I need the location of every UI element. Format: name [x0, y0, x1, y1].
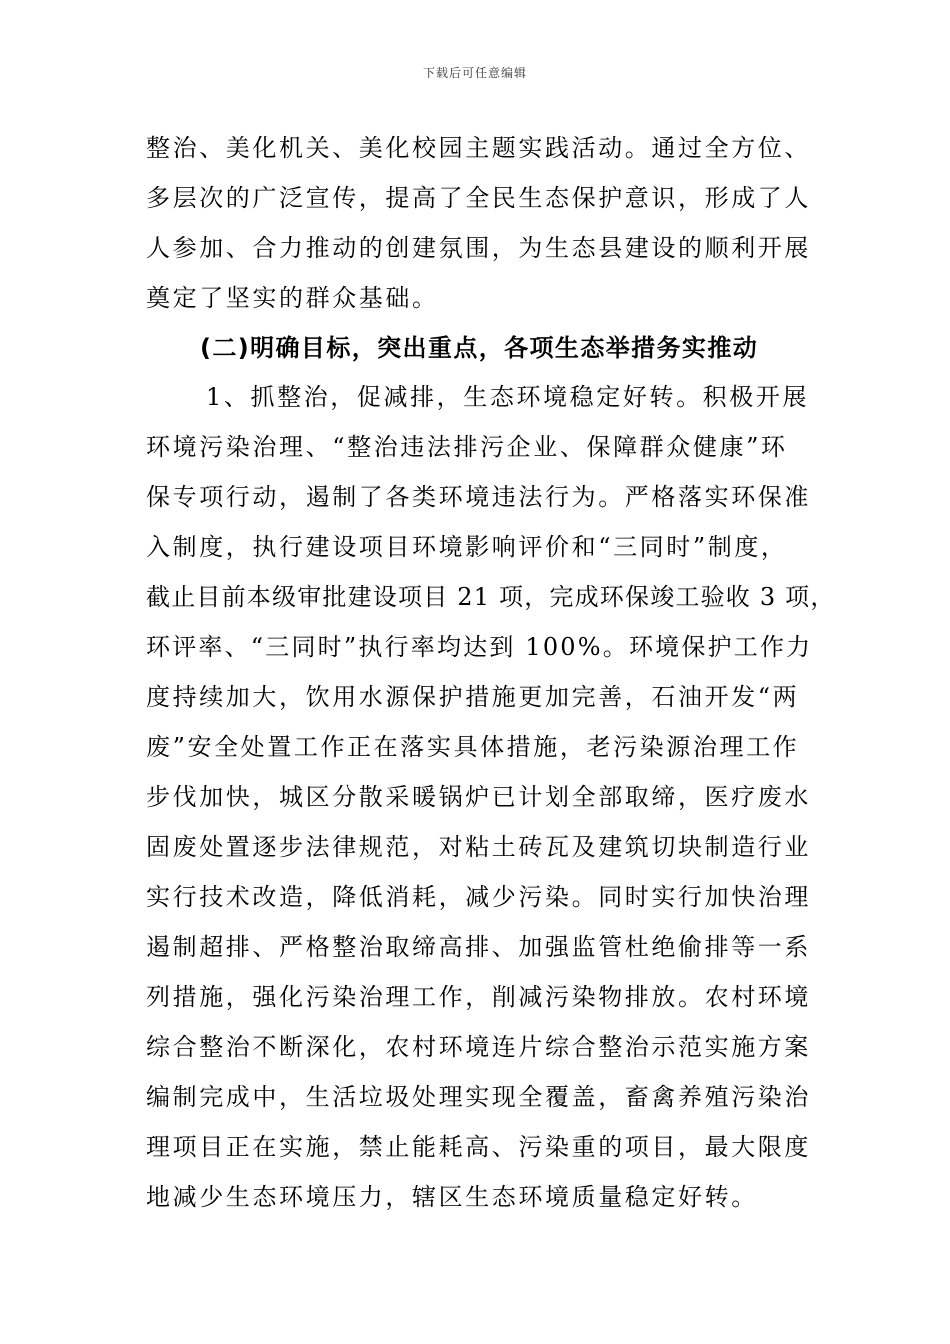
body-text-line: 列措施，强化污染治理工作，削减污染物排放。农村环境 — [146, 983, 811, 1011]
section-heading: (二)明确目标，突出重点，各项生态举措务实推动 — [200, 334, 759, 362]
body-text-line: 环境污染治理、“整治违法排污企业、保障群众健康”环 — [146, 433, 788, 461]
body-text-line: 奠定了坚实的群众基础。 — [146, 284, 439, 312]
body-text-line: 保专项行动，遏制了各类环境违法行为。严格落实环保准 — [146, 483, 811, 511]
body-text-line: 度持续加大，饮用水源保护措施更加完善，石油开发“两 — [146, 683, 800, 711]
body-text-line: 固废处置逐步法律规范，对粘土砖瓦及建筑切块制造行业 — [146, 833, 811, 861]
body-text-line: 地减少生态环境压力，辖区生态环境质量稳定好转。 — [146, 1183, 758, 1211]
body-text-line: 人参加、合力推动的创建氛围，为生态县建设的顺利开展 — [146, 234, 811, 262]
body-text-line: 废”安全处置工作正在落实具体措施，老污染源治理工作 — [146, 733, 800, 761]
body-text-line: 理项目正在实施，禁止能耗高、污染重的项目，最大限度 — [146, 1133, 811, 1161]
body-text-line: 截止目前本级审批建设项目 21 项，完成环保竣工验收 3 项， — [146, 583, 836, 611]
body-text-line: 多层次的广泛宣传，提高了全民生态保护意识，形成了人 — [146, 184, 811, 212]
body-text-line: 实行技术改造，降低消耗，减少污染。同时实行加快治理 — [146, 883, 811, 911]
body-text-line: 遏制超排、严格整治取缔高排、加强监管杜绝偷排等一系 — [146, 933, 811, 961]
body-text-line: 综合整治不断深化，农村环境连片综合整治示范实施方案 — [146, 1033, 811, 1061]
body-text-line: 1、抓整治，促减排，生态环境稳定好转。积极开展 — [206, 383, 810, 411]
body-text-line: 步伐加快，城区分散采暖锅炉已计划全部取缔，医疗废水 — [146, 783, 811, 811]
body-text-line: 编制完成中，生活垃圾处理实现全覆盖，畜禽养殖污染治 — [146, 1083, 811, 1111]
body-text-line: 环评率、“三同时”执行率均达到 100%。环境保护工作力 — [146, 633, 813, 661]
body-text-line: 整治、美化机关、美化校园主题实践活动。通过全方位、 — [146, 134, 811, 162]
body-text-line: 入制度，执行建设项目环境影响评价和“三同时”制度， — [146, 533, 788, 561]
page-header-note: 下载后可任意编辑 — [422, 66, 527, 80]
